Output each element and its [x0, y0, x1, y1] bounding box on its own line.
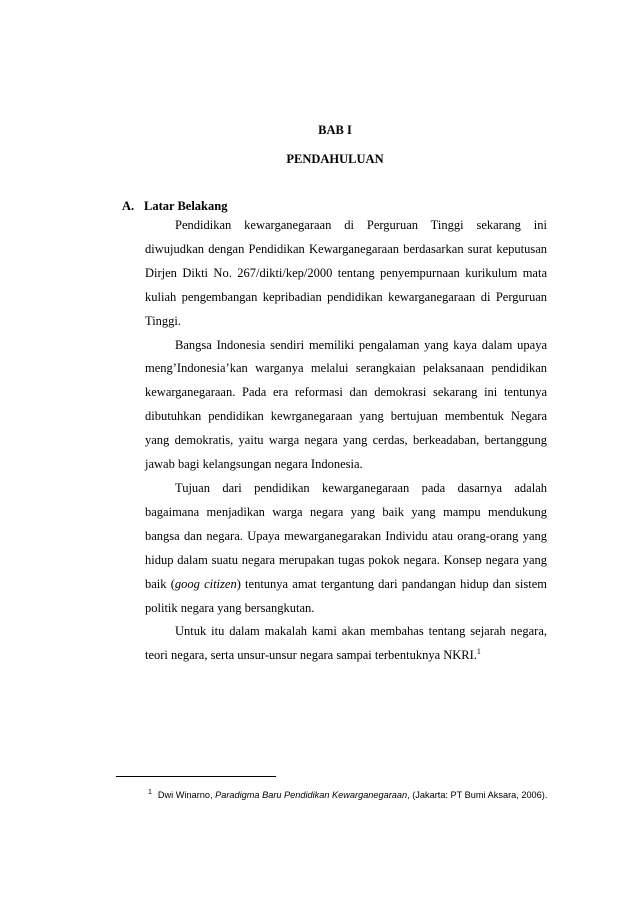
footnote-number: 1 — [148, 788, 152, 796]
paragraph-4-text: Untuk itu dalam makalah kami akan membahas tentang sejarah negara, teori negara, serta unsur-unsur negara sampai terbentuknya NKRI. — [145, 624, 547, 663]
footnote-author: Dwi Winarno, — [157, 790, 216, 800]
section-title: Latar Belakang — [144, 199, 228, 213]
section-letter: A. — [122, 199, 135, 213]
footnote — [116, 785, 548, 805]
section-heading — [122, 199, 227, 214]
paragraph-3-italic-term: goog citizen — [174, 576, 237, 591]
paragraph-3-text-before: Tujuan dari pendidikan kewarganegaraan pada dasarnya adalah bagaimana menjadikan warga negara yang baik yang mampu mendukung bangsa dan negara. Upaya mewarganegarakan Individu atau orang-orang yang hidup dalam suatu negara merupakan tugas pokok negara. Konsep negara yang baik ( — [145, 480, 547, 591]
chapter-title: PENDAHULUAN — [286, 152, 384, 166]
paragraph-1: Pendidikan kewarganegaraan di Perguruan Tinggi sekarang ini diwujudkan dengan Pendidikan Kewarganegaraan berdasarkan surat keputusan Dirjen Dikti No. 267/dikti/kep/2000 tentang penyempurnaan kurikulum mata kuliah pengembangan kepribadian pendidikan kewarganegaraan di Perguruan Tinggi. — [145, 218, 547, 328]
body-text — [145, 214, 547, 668]
footnote-separator — [116, 776, 276, 777]
footnote-publisher: , (Jakarta: PT Bumi Aksara, 2006). — [407, 790, 548, 800]
paragraph-2: Bangsa Indonesia sendiri memiliki pengalaman yang kaya dalam upaya meng’Indonesia’kan warganya melalui serangkaian pelaksanaan pendidikan kewarganegaraan. Pada era reformasi dan demokrasi sekarang ini tentunya dibutuhkan pendidikan kewrganegaraan yang bertujuan membentuk Negara yang demokratis, yaitu warga negara yang cerdas, berkeadaban, bertanggung jawab bagi kelangsungan negara Indonesia. — [145, 337, 547, 472]
footnote-reference: 1 — [476, 647, 481, 657]
paragraph-4 — [145, 620, 547, 668]
footnote-title: Paradigma Baru Pendidikan Kewarganegaraan — [215, 790, 408, 800]
paragraph-3 — [145, 477, 547, 620]
chapter-number: BAB I — [318, 123, 352, 137]
paragraph-3-text-after: ) tentunya amat tergantung dari pandangan hidup dan sistem politik negara yang bersangkutan. — [145, 576, 547, 615]
